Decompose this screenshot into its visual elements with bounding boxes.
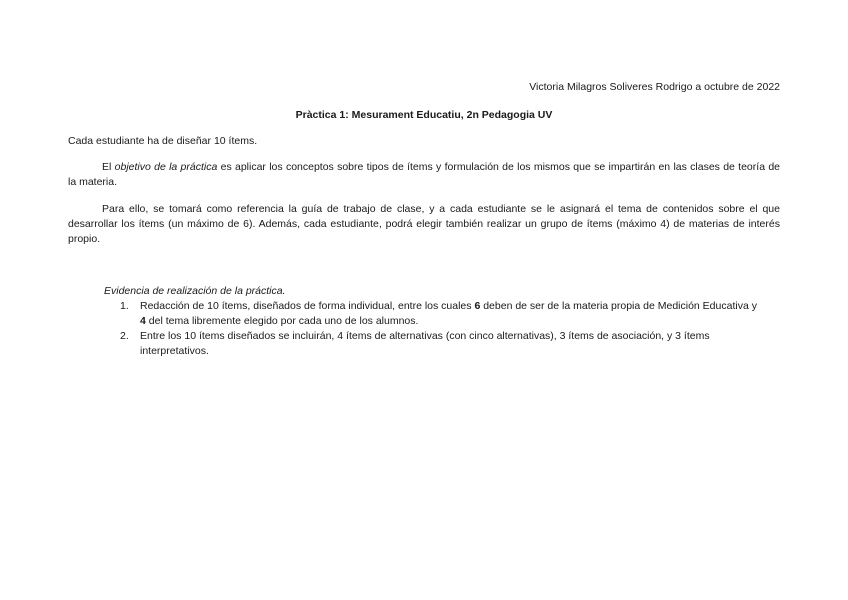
objective-paragraph	[68, 160, 780, 190]
objective-rest: es aplicar los conceptos sobre tipos de ítems y formulación de los mismos que se impartirán en las clases de teoría de la materia.	[68, 161, 780, 188]
objective-emphasis: objetivo de la práctica	[114, 161, 218, 173]
author-date-line: Victoria Milagros Soliveres Rodrigo a octubre de 2022	[529, 81, 780, 93]
reference-paragraph: Para ello, se tomará como referencia la guía de trabajo de clase, y a cada estudiante se le asignará el tema de contenidos sobre el que desarrollar los ítems (un máximo de 6). Además, cada estudiante, podrá elegir también realizar un grupo de ítems (máximo 4) de materias de interés propio.	[68, 203, 780, 245]
evidence-item-text: deben de ser de la materia propia de Medición Educativa y	[480, 300, 757, 312]
evidence-item-bold-count: 4	[140, 315, 146, 327]
evidence-heading: Evidencia de realización de la práctica.	[104, 285, 286, 297]
evidence-item-number: 1.	[120, 300, 129, 312]
evidence-item-text: del tema libremente elegido por cada uno de los alumnos.	[145, 315, 419, 327]
evidence-item-text: Redacción de 10 ítems, diseñados de forma individual, entre los cuales	[140, 300, 475, 312]
evidence-item-number: 2.	[120, 330, 129, 342]
evidence-list	[104, 299, 764, 359]
document-title: Pràctica 1: Mesurament Educatiu, 2n Pedagogia UV	[295, 109, 553, 121]
objective-lead: El	[102, 161, 115, 173]
intro-paragraph: Cada estudiante ha de diseñar 10 ítems.	[68, 135, 258, 147]
evidence-item-bold-count: 6	[474, 300, 481, 312]
evidence-item-1	[104, 299, 764, 329]
evidence-item-2	[104, 329, 764, 359]
evidence-item-text: Entre los 10 ítems diseñados se incluirán, 4 ítems de alternativas (con cinco alternativas), 3 ítems de asociación, y 3 ítems interpretativos.	[140, 330, 710, 357]
